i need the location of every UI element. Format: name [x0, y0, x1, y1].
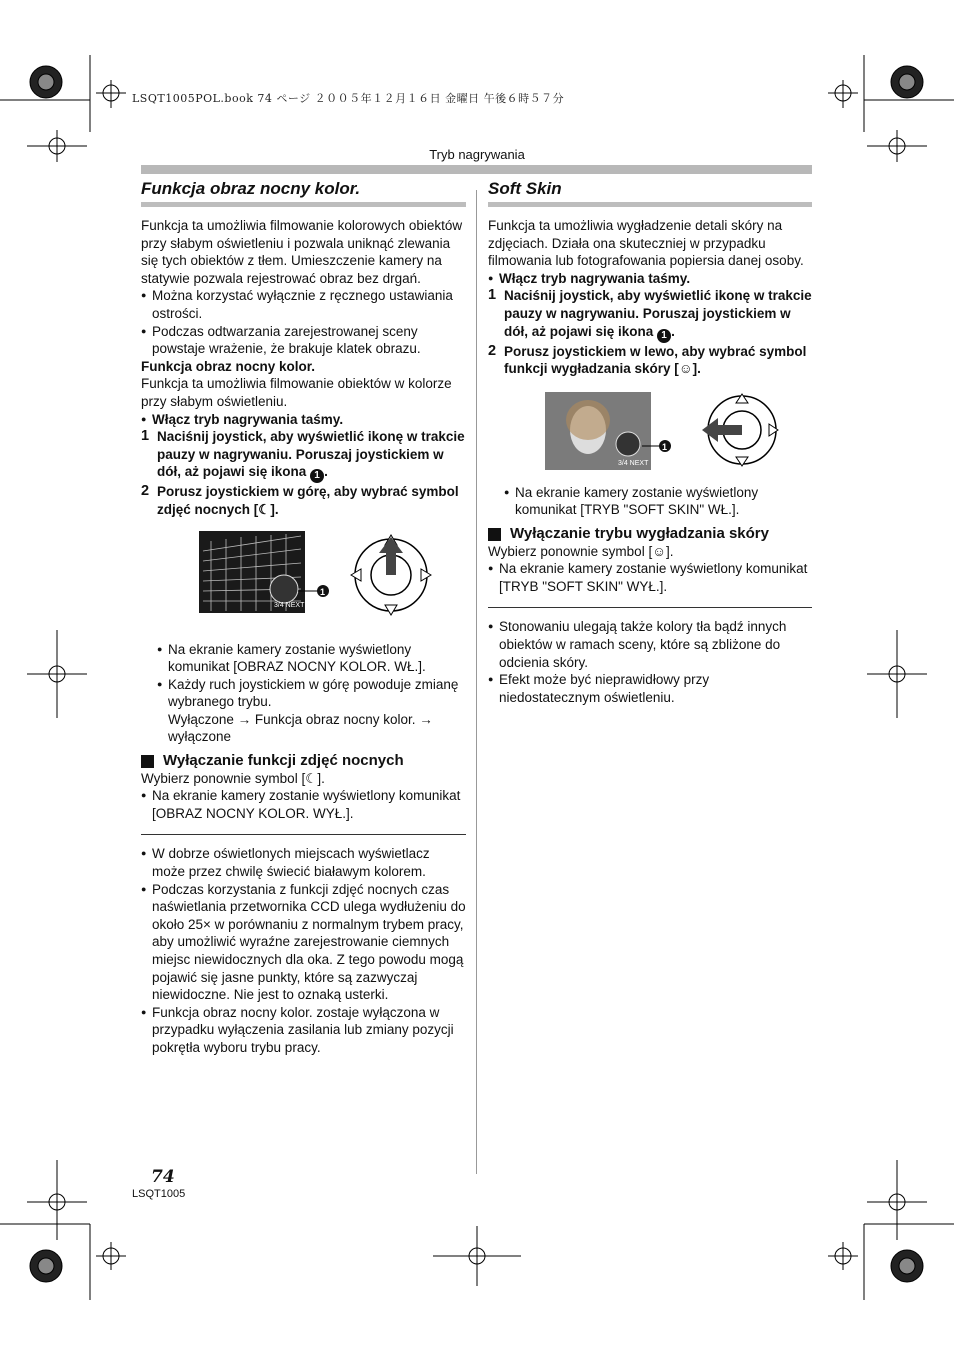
note-item: ● W dobrze oświetlonych miejscach wyświetlacz może przez chwilę świecić białawym kolorem.	[141, 845, 466, 880]
figure-soft-skin	[488, 390, 812, 474]
right-intro: Funkcja ta umożliwia wygładzenie detali skóry na zdjęciach. Działa ona skuteczniej w przypadku filmowania lub fotografowania popiersia danej osoby.	[488, 218, 804, 269]
list-item: ● Każdy ruch joystickiem w górę powoduje zmianę wybranego trybu.	[157, 676, 466, 711]
right-title: Soft Skin	[488, 179, 562, 198]
notes-divider	[488, 607, 812, 608]
left-intro: Funkcja ta umożliwia filmowanie kolorowych obiektów przy słabym oświetleniu i pozwala uniknąć zlewania się tych obiektów z tłem. Umieszczenie kamery na statywie pozwala rejestrować obraz bez drgań.	[141, 218, 463, 286]
column-divider	[476, 190, 477, 1174]
title-bar	[488, 202, 812, 207]
step-text: Naciśnij joystick, aby wyświetlić ikonę w trakcie pauzy w nagrywaniu. Poruszaj joystickiem w dół, aż pojawi się ikona	[157, 429, 465, 480]
screen-counter: 3/4 NEXT	[618, 459, 649, 467]
figure-night	[141, 531, 466, 631]
note-item: ● Funkcja obraz nocny kolor. zostaje wyłączona w przypadku wyłączenia zasilania lub zmiany pozycji pokrętła wyboru trybu pracy.	[141, 1004, 466, 1057]
step-number: 2	[488, 342, 497, 359]
note-item: ● Efekt może być nieprawidłowy przy niedostatecznym oświetleniu.	[488, 671, 812, 706]
callout-1-icon: 1	[657, 329, 671, 343]
step-number: 1	[488, 287, 497, 304]
step-1: 1 Naciśnij joystick, aby wyświetlić ikonę w trakcie pauzy w nagrywaniu. Poruszaj joystickiem w dół, aż pojawi się ikona 1 .	[141, 428, 465, 482]
right-column	[488, 178, 812, 706]
off-instruction: Wybierz ponownie symbol [☾].	[141, 770, 325, 786]
soft-skin-icon: ☺	[652, 543, 666, 559]
list-item: ● Na ekranie kamery zostanie wyświetlony komunikat [TRYB "SOFT SKIN" WYŁ.].	[488, 560, 812, 595]
step-number: 1	[141, 428, 150, 445]
step-2: 2 Porusz joystickiem w lewo, aby wybrać symbol funkcji wygładzania skóry [☺].	[488, 342, 807, 377]
note-item: ● Podczas korzystania z funkcji zdjęć nocnych czas naświetlania przetwornika CCD ulega wydłużeniu do około 25× w porównaniu z normalnym trybem pracy, aby umożliwić wyraźne zarejestrowanie ciemnych miejsc niewidocznych dla oka. Z tego powodu mogą pojawić się jasne punkty, które są zazwyczaj niewidoczne. Nie jest to oznaką usterki.	[141, 881, 466, 1004]
subsection-off: Wyłączanie trybu wygładzania skóry	[488, 525, 812, 543]
callout-1-icon: 1	[310, 469, 324, 483]
print-metadata-line: LSQT1005POL.book 74 ページ ２００５年１２月１６日 金曜日 午後６時５７分	[132, 92, 565, 105]
camera-screen-illustration	[141, 531, 466, 631]
step-number: 2	[141, 483, 150, 500]
step-2: 2 Porusz joystickiem w górę, aby wybrać symbol zdjęć nocnych [☾].	[141, 483, 459, 517]
camera-screen-illustration	[488, 390, 812, 474]
soft-skin-icon: ☺	[678, 361, 693, 377]
note-item: ● Stonowaniu ulegają także kolory tła bądź innych obiektów w ramach sceny, które są zbliżone do odcienia skóry.	[488, 618, 812, 671]
night-mode-icon: ☾	[258, 501, 271, 517]
header-bar	[141, 165, 812, 174]
step-text: Porusz joystickiem w górę, aby wybrać symbol zdjęć nocnych [	[157, 484, 459, 517]
notes-divider	[141, 834, 466, 835]
list-item: ● Podczas odtwarzania zarejestrowanej sceny powstaje wrażenie, że brakuje klatek obrazu.	[141, 323, 466, 358]
svg-text:1: 1	[662, 441, 668, 452]
svg-text:1: 1	[320, 586, 326, 597]
step-text: Porusz joystickiem w lewo, aby wybrać symbol funkcji wygładzania skóry [	[504, 343, 807, 377]
page-number: 74	[151, 1167, 175, 1187]
list-item: ● Można korzystać wyłącznie z ręcznego ustawiania ostrości.	[141, 287, 466, 322]
subsection-title: Funkcja obraz nocny kolor.	[141, 358, 316, 374]
section-header: Tryb nagrywania	[429, 147, 525, 162]
title-bar	[141, 202, 466, 207]
subsection-text: Funkcja ta umożliwia filmowanie obiektów w kolorze przy słabym oświetleniu.	[141, 376, 452, 409]
left-column	[141, 178, 466, 1057]
prerequisite: ● Włącz tryb nagrywania taśmy.	[141, 411, 466, 429]
screen-counter: 3/4 NEXT	[274, 601, 305, 609]
document-code: LSQT1005	[132, 1188, 186, 1200]
step-1: 1 Naciśnij joystick, aby wyświetlić ikonę w trakcie pauzy w nagrywaniu. Poruszaj joystickiem w dół, aż pojawi się ikona 1 .	[488, 287, 812, 341]
list-item: ● Na ekranie kamery zostanie wyświetlony komunikat [OBRAZ NOCNY KOLOR. WYŁ.].	[141, 787, 466, 822]
step-text: Naciśnij joystick, aby wyświetlić ikonę w trakcie pauzy w nagrywaniu. Poruszaj joystickiem w dół, aż pojawi się ikona	[504, 288, 812, 339]
list-item: ● Na ekranie kamery zostanie wyświetlony komunikat [TRYB "SOFT SKIN" WŁ.].	[504, 484, 812, 519]
subsection-off: Wyłączanie funkcji zdjęć nocnych	[141, 752, 466, 770]
left-title: Funkcja obraz nocny kolor.	[141, 179, 361, 198]
list-item: ● Na ekranie kamery zostanie wyświetlony komunikat [OBRAZ NOCNY KOLOR. WŁ.].	[157, 641, 466, 676]
night-mode-icon: ☾	[305, 770, 318, 786]
mode-cycle: Wyłączone → Funkcja obraz nocny kolor. → wyłączone	[168, 711, 433, 745]
off-instruction: Wybierz ponownie symbol [☺].	[488, 543, 674, 559]
prerequisite: ● Włącz tryb nagrywania taśmy.	[488, 270, 812, 288]
